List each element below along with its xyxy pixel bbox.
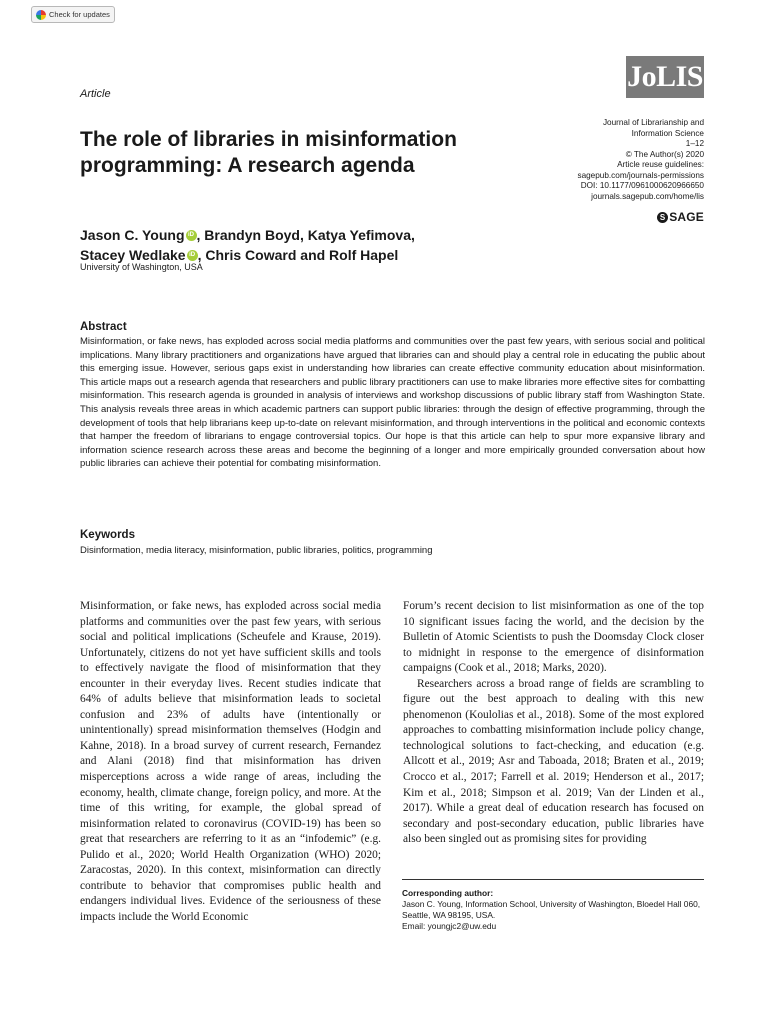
body-column-right <box>403 599 704 848</box>
author-young: Jason C. Young <box>80 227 185 243</box>
body-paragraph: Misinformation, or fake news, has exploded across social media platforms and communities over the past few years, with serious social and political implications (Scheufele and Krause, 2019). Unfortunately, citizens do not yet have sufficient skills and tools to effectively navigate the flood of misinformation that they encounter in their everyday lives. Recent studies indicate that 64% of adults believe that misinformation leads to societal confusion and 23% of adults have (intentionally or unintentionally) spread misinformation themselves (Hodgin and Kahne, 2018). In a broad survey of current research, Fernandez and Alani (2018) find that misinformation has driven misperceptions across a wide range of areas, including the economy, health, climate change, foreign policy, and more. At the time of this writing, for example, the global spread of misinformation related to coronavirus (COVID-19) has been so great that researchers are referring to it as an “infodemic” (e.g. Pulido et al., 2020; World Health Organization (WHO) 2020; Zaracostas, 2020). In this context, misinformation can directly contribute to behavior that compromises public health and endangers individual lives. Evidence of the seriousness of these impacts include the World Economic <box>80 600 381 923</box>
article-title: The role of libraries in misinformation programming: A research agenda <box>80 128 457 177</box>
journal-info <box>504 118 704 202</box>
orcid-icon[interactable]: iD <box>186 230 197 241</box>
body-column-left <box>80 599 381 925</box>
author-list <box>80 225 520 265</box>
publisher-name: SAGE <box>669 210 704 224</box>
page-range: 1–12 <box>685 139 704 148</box>
copyright: © The Author(s) 2020 <box>625 149 704 159</box>
sage-icon: S <box>657 212 668 223</box>
footnote-divider <box>402 879 704 880</box>
publisher-logo <box>657 210 704 224</box>
corresponding-author <box>402 888 704 932</box>
crossmark-icon <box>36 10 46 20</box>
body-paragraph: Forum’s recent decision to list misinformation as one of the top 10 significant issues facing the world, and the decision by the Bulletin of Atomic Scientists to push the Doomsday Clock closer to midnight in response to the emergence of disinformation campaigns (Cook et al., 2018; Marks, 2020). <box>403 600 704 675</box>
journal-logo: JoLIS <box>626 56 704 98</box>
keywords-heading: Keywords <box>80 529 135 541</box>
keywords-text: Disinformation, media literacy, misinformation, public libraries, politics, programming <box>80 545 433 556</box>
article-type: Article <box>80 88 111 100</box>
affiliation: University of Washington, USA <box>80 262 203 272</box>
body-paragraph: Researchers across a broad range of fields are scrambling to figure out the best approach to dealing with this new phenomenon (Koulolias et al., 2018). Some of the most explored approaches to combatting misinformation include policy change, technological solutions to fact-checking, and education (e.g. Allcott et al., 2019; Asr and Taboada, 2018; Braten et al., 2019; Crocco et al., 2017; Farrell et al. 2019; Henderson et al., 2017; Kim et al., 2018; Simpson et al. 2019; Van der Linden et al., 2017). While a great deal of education research has focused on secondary and post-secondary education, public libraries have also been singled out as promising sites for providing <box>403 677 704 846</box>
author-wedlake: Stacey Wedlake <box>80 247 186 263</box>
corresponding-author-heading: Corresponding author: <box>402 888 494 898</box>
authors-rest-line2: , Chris Coward and Rolf Hapel <box>197 247 399 263</box>
journal-name-line2: Information Science <box>631 128 704 138</box>
abstract-heading: Abstract <box>80 321 127 333</box>
abstract-text: Misinformation, or fake news, has exploded across social media platforms and communities over the past few years, with serious social and political implications. Many library practitioners and organizations have argued that libraries can and should play a central role in educating the public about this emerging issue. However, serious gaps exist in understanding how libraries can create effective community education about misinformation. This article maps out a research agenda that researchers and public library practitioners can use to make libraries more effective sites for combatting misinformation. This research agenda is grounded in analysis of interviews and workshop discussions of public library staff from Washington State. This analysis reveals three areas in which academic partners can support public libraries: through the design of effective programming, through the development of tools that help librarians keep up-to-date on relevant misinformation, and through interventions in the political and economic contexts that hamper the freedom of librarians to engage controversial topics. Our hope is that this article can help to spur more expansive library and information science research across these areas and become the beginning of a longer and more empirically grounded conversation about how public libraries can achieve their potential for combating misinformation. <box>80 336 706 470</box>
doi[interactable]: DOI: 10.1177/0961000620966650 <box>580 181 704 190</box>
corresponding-author-email[interactable]: Email: youngjc2@uw.edu <box>402 921 497 931</box>
orcid-icon[interactable]: iD <box>187 250 198 261</box>
journal-name-line1: Journal of Librarianship and <box>602 118 704 127</box>
authors-rest-line1: , Brandyn Boyd, Katya Yefimova, <box>196 227 415 243</box>
journal-home-link[interactable]: journals.sagepub.com/home/lis <box>591 191 704 201</box>
check-for-updates-label: Check for updates <box>49 10 110 19</box>
check-for-updates-badge[interactable] <box>31 6 115 23</box>
corresponding-author-address: Jason C. Young, Information School, University of Washington, Bloedel Hall 060, Seattle, WA 98195, USA. <box>402 899 701 920</box>
reuse-label: Article reuse guidelines: <box>617 160 704 169</box>
permissions-link[interactable]: sagepub.com/journals-permissions <box>577 170 704 180</box>
